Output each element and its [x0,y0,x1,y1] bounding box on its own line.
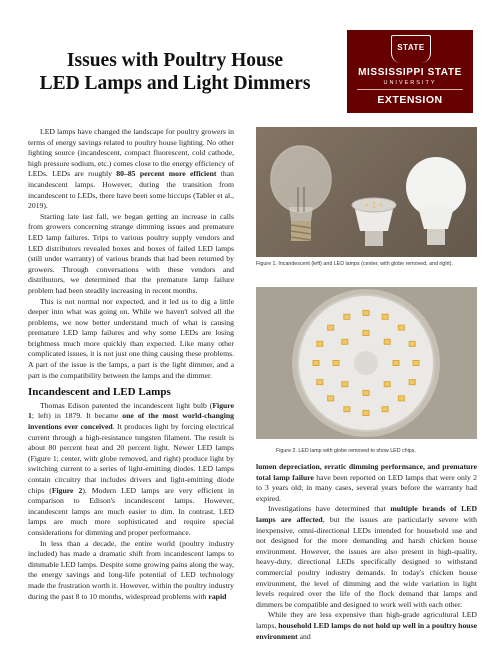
led-chip [363,311,369,316]
led-chip [317,341,323,346]
led-chip [384,382,390,387]
led-chips-illustration [256,287,477,439]
right-column [256,462,477,642]
title-line-2: LED Lamps and Light Dimmers [39,73,311,94]
paragraph-household: While they are less expensive than high-grade agricultural LED lamps, household LED lamps do not hold up well in a poultry house environment and [256,610,477,641]
led-chip [413,361,419,366]
led-chip [409,341,415,346]
led-chip [398,325,404,330]
title-line-1: Issues with Poultry House [66,50,284,71]
msu-extension-logo [347,30,473,113]
lamps-illustration [256,127,477,257]
figure-1-photo [256,127,477,257]
logo-university: UNIVERSITY [383,80,437,86]
figure-1-caption: Figure 1. Incandescent (left) and LED lamps (center, with globe removed, and right). [256,261,453,267]
document-title [10,49,340,95]
led-chip [328,325,334,330]
led-chip [342,382,348,387]
logo-extension: EXTENSION [377,94,443,106]
logo-divider [357,89,463,90]
led-chip [384,339,390,344]
led-chip [344,314,350,319]
shield-icon: STATE [391,35,431,63]
led-chip [398,396,404,401]
led-chip [344,407,350,412]
section-heading: Incandescent and LED Lamps [28,386,171,399]
led-chip [363,391,369,396]
left-column [28,127,234,602]
led-chip [317,380,323,385]
paragraph-shift: In less than a decade, the entire world (poultry industry included) has made a dramatic shift from incandescent lamps to dimmable LED lamps. Despite some growing pains along the way, the energy savings and long-life potential of LED technology made the frustration worth it. However, within the poultry industry during the past 8 to 10 months, widespread problems with rapid [28,538,234,601]
led-chip [333,361,339,366]
led-chip [393,361,399,366]
paragraph-investigations: Investigations have determined that multiple brands of LED lamps are affected, but the issues are particularly severe with inexpensive, omni-directional LEDs intended for household use and not designed for the more demanding and harsh chicken house environment. However, the issues are also present in high-quality, heavy-duty, directional LEDs specifically designed to withstand commercial poultry industry demands. In today's chicken house environment, the level of dimming and the wide variation in light levels required over the life of the flock demand that lamps and dimmers be compatible and designed to work well with each other. [256,504,477,609]
paragraph-failures: lumen depreciation, erratic dimming performance, and premature total lamp failure have been reported on LED lamps that were only 2 to 3 years old; in many cases, several years before the warranty had expired. [256,462,477,503]
figure-2-caption: Figure 2. LED lamp with globe removed to show LED chips. [276,448,416,454]
led-chip [382,314,388,319]
led-chip [363,331,369,336]
led-chip [363,411,369,416]
paragraph-intro: LED lamps have changed the landscape for poultry growers in terms of energy savings related to poultry house lighting. No other lighting source (incandescent, compact fluorescent, cold cathode, high pressure sodium, etc.) comes close to the energy efficiency of LEDs. LEDs are roughly 80–85 percent more efficient than incandescent lamps. However, during the transition from incandescent to LEDs, there have been some hiccups (Tabler et al., 2019). [28,127,234,211]
led-chip [313,361,319,366]
led-chip [342,339,348,344]
paragraph-calls: Starting late last fall, we began getting an increase in calls from growers concerning strange dimming issues and premature LED lamp failures. Trips to various poultry supply vendors and LED distributors revealed boxes and boxes of failed LED lamps (still under warranty) of various brands that had been returned by growers. Through conversations with these vendors and distributors, we determined that the premature lamp failure problem had been steadily increasing in recent months. [28,211,234,295]
paragraph-not-normal: This is not normal nor expected, and it led us to dig a little deeper into what was going on. While we haven't solved all the problems, we now better understand much of what is causing premature LED lamp failures and why some LEDs are losing brightness much more quickly than expected. Like many other complicated issues, it is not just one thing causing these problems. A part of the issue is the lamps, a part is the light dimmer, and a part is the compatibility between the lamps and the dimmer. [28,296,234,380]
figure-2-photo [256,287,477,439]
led-chip [328,396,334,401]
led-chip [409,380,415,385]
paragraph-edison: Thomas Edison patented the incandescent light bulb (Figure 1; left) in 1879. It became one of the most world-changing inventions ever conceived. It produces light by forcing electrical current through a high-resistance tungsten filament. The result is about 80 percent heat and 20 percent light. Newer LED lamps (Figure 1; center, with globe removed, and right) produce light by switching current to a series of light-emitting diodes. LED lamps contain circuitry that includes drivers and light-emitting diode chips (Figure 2). Modern LED lamps are very efficient in comparison to Edison's incandescent lamps. However, incandescent lamps are much easier to dim. In contrast, LED lamps are much more sophisticated and require special considerations for dimming and proper performance. [28,400,235,537]
led-chip [382,407,388,412]
logo-name: MISSISSIPPI STATE [358,67,462,78]
